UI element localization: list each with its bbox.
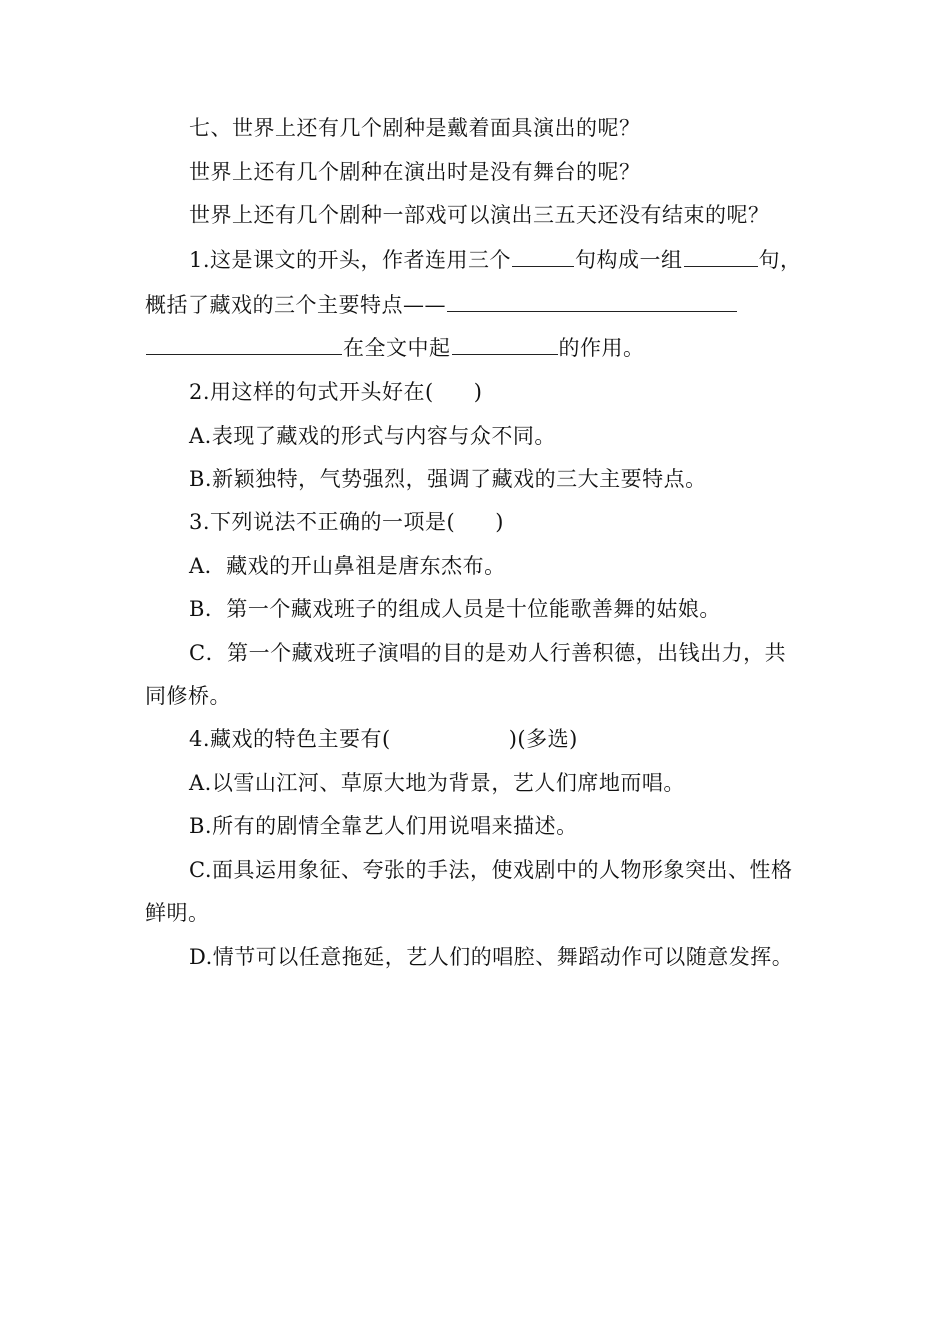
text: ) [495,510,504,534]
text: 在全文中起 [343,336,451,360]
question-1-line-3 [145,333,815,363]
text: 世界上还有几个剧种一部戏可以演出三五天还没有结束的呢？ [189,203,770,227]
fill-blank[interactable] [146,334,342,355]
question-2-option-b [145,464,859,494]
text: 的作用。 [558,336,645,360]
fill-blank[interactable] [452,334,558,355]
question-1-line-1 [145,245,859,275]
question-2-stem [145,377,859,407]
text: 同修桥。 [145,684,231,708]
question-3-option-c [145,638,859,668]
fill-blank[interactable] [684,246,758,267]
text: D.情节可以任意拖延，艺人们的唱腔、舞蹈动作可以随意发挥。 [189,945,794,969]
text: B．第一个藏戏班子的组成人员是十位能歌善舞的姑娘。 [189,597,721,621]
question-1-line-2 [145,290,815,320]
question-4-option-c [145,855,859,885]
text: )(多选) [508,727,578,751]
question-4-option-a [145,768,859,798]
question-4-option-d [145,942,859,972]
question-7-line-2 [145,157,859,187]
text: 2.用这样的句式开头好在( [189,380,434,404]
text: C．第一个藏戏班子演唱的目的是劝人行善积德，出钱出力，共 [189,641,787,665]
question-3-option-a [145,551,859,581]
question-7-line-1 [145,113,859,143]
fill-blank[interactable] [512,246,574,267]
text: A.以雪山江河、草原大地为背景，艺人们席地而唱。 [189,771,685,795]
question-4-option-b [145,811,859,841]
text: 句， [758,248,802,272]
text: ) [473,380,483,404]
text: B.新颖独特，气势强烈，强调了藏戏的三大主要特点。 [189,467,707,491]
text: 鲜明。 [145,901,210,925]
text: 4.藏戏的特色主要有( [189,727,391,751]
text: 3.下列说法不正确的一项是( [189,510,456,534]
question-3-option-b [145,594,859,624]
text: 七、世界上还有几个剧种是戴着面具演出的呢？ [189,116,641,140]
text: 概括了藏戏的三个主要特点—— [145,293,446,317]
question-7-line-3 [145,200,859,230]
text: C.面具运用象征、夸张的手法，使戏剧中的人物形象突出、性格 [189,858,793,882]
text: A.表现了藏戏的形式与内容与众不同。 [189,424,556,448]
text: 世界上还有几个剧种在演出时是没有舞台的呢？ [189,160,641,184]
fill-blank[interactable] [447,291,737,312]
text: 句构成一组 [575,248,683,272]
text: A．藏戏的开山鼻祖是唐东杰布。 [189,554,506,578]
question-3-option-c-continued [145,681,815,711]
question-4-stem [145,724,859,754]
question-4-option-c-continued [145,898,815,928]
text: 1.这是课文的开头，作者连用三个 [189,248,512,272]
question-2-option-a [145,421,859,451]
text: B.所有的剧情全靠艺人们用说唱来描述。 [189,814,578,838]
question-3-stem [145,507,859,537]
